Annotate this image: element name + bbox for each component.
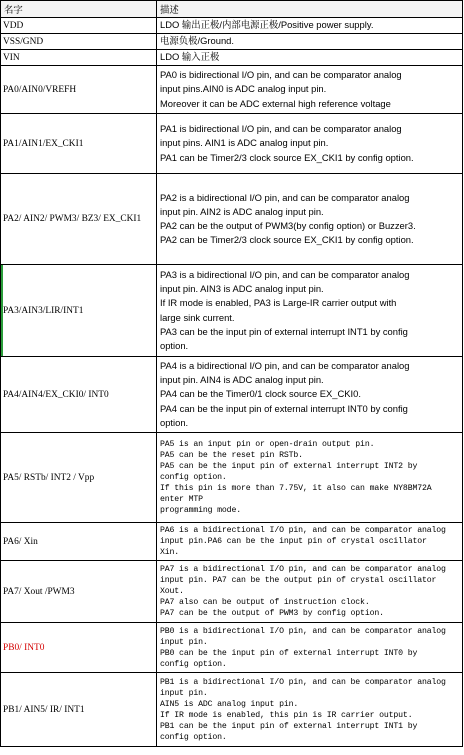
description-line: PB0 is a bidirectional I/O pin, and can be comparator analog (160, 626, 446, 636)
description-line: PA3 can be the input pin of external interrupt INT1 by config (160, 325, 408, 337)
description-line: If IR mode is enabled, this pin is IR carrier output. (160, 710, 413, 720)
description-line: PA2 can be Timer2/3 clock source EX_CKI1 by config option. (160, 234, 414, 246)
pin-name: PA5/ RSTb/ INT2 / Vpp (1, 433, 157, 523)
header-name: 名字 (1, 1, 157, 18)
description-line: input pin. (160, 688, 208, 698)
description-line: PB0 can be the input pin of external interrupt INT0 by (160, 648, 418, 658)
description-line: enter MTP (160, 495, 203, 504)
description-line: large sink current. (160, 311, 235, 323)
description-line: programming mode. (160, 506, 241, 515)
description-line: input pin.PA6 can be the input pin of crystal oscillator (160, 537, 427, 546)
description-line: input pin. AIN2 is ADC analog input pin. (160, 205, 324, 217)
pin-description (157, 50, 463, 66)
table-row (1, 34, 463, 50)
table-row (1, 561, 463, 623)
table-row (1, 66, 463, 114)
description-line: option. (160, 339, 189, 351)
description-line: PA5 is an input pin or open-drain output pin. (160, 440, 375, 449)
description-line: input pin. AIN4 is ADC analog input pin. (160, 374, 324, 386)
description-line: PA7 also can be output of instruction clock. (160, 598, 370, 607)
table-row (1, 673, 463, 747)
description-line: input pins.AIN0 is ADC analog input pin. (160, 83, 327, 95)
pin-name: PA7/ Xout /PWM3 (1, 561, 157, 623)
pin-name: PA1/AIN1/EX_CKI1 (1, 114, 157, 174)
description-line: config option. (160, 659, 227, 669)
description-line: PA1 is bidirectional I/O pin, and can be comparator analog (160, 123, 402, 135)
description-line: PA2 is a bidirectional I/O pin, and can be comparator analog (160, 191, 410, 203)
description-line: AIN5 is ADC analog input pin. (160, 699, 299, 709)
description-line: 电源负极/Ground. (160, 35, 234, 47)
table-header-row (1, 1, 463, 18)
pin-name: PB0/ INT0 (1, 623, 157, 673)
pin-description (157, 523, 463, 561)
table-row (1, 623, 463, 673)
pin-description (157, 18, 463, 34)
description-line: PA4 is a bidirectional I/O pin, and can be comparator analog (160, 359, 410, 371)
pin-name: PA3/AIN3/LIR/INT1 (1, 265, 157, 357)
description-line: LDO 输出正极/内部电源正极/Positive power supply. (160, 19, 374, 31)
description-line: PA4 can be the input pin of external interrupt INT0 by config (160, 402, 408, 414)
pin-description (157, 66, 463, 114)
pin-name: PA6/ Xin (1, 523, 157, 561)
pin-description (157, 673, 463, 747)
description-line: PA2 can be the output of PWM3(by config option) or Buzzer3. (160, 220, 416, 231)
table-row (1, 174, 463, 265)
description-line: PA4 can be the Timer0/1 clock source EX_CKI0. (160, 388, 361, 400)
description-line: LDO 输入正极 (160, 51, 220, 63)
table-row (1, 18, 463, 34)
description-line: PA7 is a bidirectional I/O pin, and can be comparator analog (160, 565, 446, 574)
table-row (1, 523, 463, 561)
pin-name: VSS/GND (1, 34, 157, 50)
description-line: config option. (160, 732, 227, 742)
description-line: config option. (160, 473, 227, 482)
description-line: option. (160, 416, 189, 428)
table-row (1, 357, 463, 433)
description-line: input pins. AIN1 is ADC analog input pin. (160, 137, 329, 149)
pin-name: VIN (1, 50, 157, 66)
pin-name: PA0/AIN0/VREFH (1, 66, 157, 114)
description-line: PB1 is a bidirectional I/O pin, and can be comparator analog (160, 677, 446, 687)
description-line: PA1 can be Timer2/3 clock source EX_CKI1 by config option. (160, 151, 414, 163)
description-line: If IR mode is enabled, PA3 is Large-IR carrier output with (160, 297, 397, 309)
header-description: 描述 (157, 1, 463, 18)
pin-name: PB1/ AIN5/ IR/ INT1 (1, 673, 157, 747)
pin-name: PA2/ AIN2/ PWM3/ BZ3/ EX_CKI1 (1, 174, 157, 265)
description-line: PA3 is a bidirectional I/O pin, and can be comparator analog (160, 268, 410, 280)
description-line: Moreover it can be ADC external high reference voltage (160, 97, 391, 109)
description-line: PA5 can be the reset pin RSTb. (160, 451, 303, 460)
description-line: PA0 is bidirectional I/O pin, and can be comparator analog (160, 69, 402, 81)
table-row (1, 114, 463, 174)
description-line: input pin. AIN3 is ADC analog input pin. (160, 283, 324, 295)
description-line: input pin. (160, 637, 208, 647)
description-line: Xin. (160, 548, 180, 557)
table-row (1, 50, 463, 66)
pin-description (157, 174, 463, 265)
table-row (1, 265, 463, 357)
pin-name: PA4/AIN4/EX_CKI0/ INT0 (1, 357, 157, 433)
description-line: PA5 can be the input pin of external interrupt INT2 by (160, 462, 418, 471)
pin-description (157, 265, 463, 357)
description-line: input pin. PA7 can be the output pin of crystal oscillator (160, 576, 437, 585)
pin-description (157, 561, 463, 623)
pin-name: VDD (1, 18, 157, 34)
description-line: If this pin is more than 7.75V, it also can make NY8BM72A (160, 484, 432, 493)
description-line: PA7 can be the output of PWM3 by config option. (160, 609, 384, 618)
description-line: Xout. (160, 587, 184, 596)
description-line: PB1 can be the input pin of external interrupt INT1 by (160, 721, 418, 731)
pin-description (157, 357, 463, 433)
table-row (1, 433, 463, 523)
pin-description (157, 114, 463, 174)
pin-description (157, 433, 463, 523)
pin-description (157, 34, 463, 50)
pin-description (157, 623, 463, 673)
description-line: PA6 is a bidirectional I/O pin, and can be comparator analog (160, 526, 446, 535)
